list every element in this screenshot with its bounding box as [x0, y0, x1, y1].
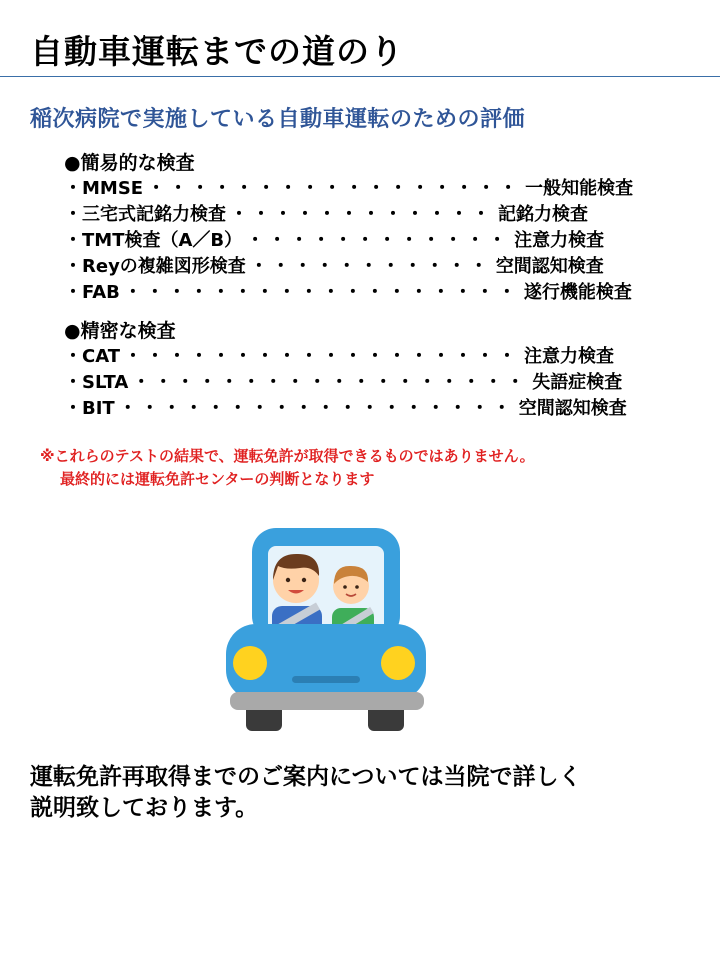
test-row [64, 176, 634, 202]
bullet: ・ [64, 398, 82, 419]
leader-dots: ・・・・・・・・・・・・・・・・・・ [124, 346, 521, 367]
bullet: ・ [64, 204, 82, 225]
leader-dots: ・・・・・・・・・・・ [249, 256, 492, 277]
test-row [64, 202, 588, 228]
simple-tests-section [64, 150, 634, 306]
bullet: ・ [64, 178, 82, 199]
bullet: ・ [64, 256, 82, 277]
left-headlight [233, 646, 267, 680]
right-headlight [381, 646, 415, 680]
test-name: FAB [82, 282, 120, 303]
test-row [64, 280, 632, 306]
leader-dots: ・・・・・・・・・・・・・・・・・・ [118, 398, 515, 419]
test-name: CAT [82, 346, 121, 367]
test-purpose: 注意力検査 [514, 230, 605, 251]
test-purpose: 一般知能検査 [525, 178, 634, 199]
notice-line-1: ※これらのテストの結果で、運転免許が取得できるものではありません。 [40, 447, 535, 465]
test-row [64, 344, 615, 370]
leader-dots: ・・・・・・・・・・・・ [230, 204, 494, 225]
simple-tests-heading: ●簡易的な検査 [64, 152, 195, 174]
test-row [64, 254, 604, 280]
test-row [64, 396, 627, 422]
grille-line [292, 676, 360, 683]
title-divider [0, 76, 720, 77]
test-purpose: 記銘力検査 [498, 204, 588, 225]
test-purpose: 空間認知検査 [495, 256, 604, 277]
subtitle: 稲次病院で実施している自動車運転のための評価 [30, 107, 526, 132]
footer-line-2: 説明致しております。 [30, 795, 259, 821]
test-name: Reyの複雑図形検査 [82, 256, 246, 277]
test-name: 三宅式記銘力検査 [82, 204, 226, 225]
test-name: MMSE [82, 178, 144, 199]
bullet: ・ [64, 372, 82, 393]
bullet: ・ [64, 346, 82, 367]
test-purpose: 失語症検査 [532, 372, 623, 393]
footer-line-1: 運転免許再取得までのご案内については当院で詳しく [30, 764, 582, 790]
leader-dots: ・・・・・・・・・・・・ [246, 230, 511, 251]
test-purpose: 空間認知検査 [518, 398, 627, 419]
detailed-tests-heading: ●精密な検査 [64, 320, 176, 342]
disclaimer-notice [40, 445, 535, 491]
detailed-tests-section [64, 318, 627, 422]
test-name: TMT検査（A／B） [82, 230, 243, 251]
test-purpose: 遂行機能検査 [523, 282, 632, 303]
page-title: 自動車運転までの道のり [30, 32, 404, 71]
test-row [64, 370, 623, 396]
leader-dots: ・・・・・・・・・・・・・・・・・ [147, 178, 522, 199]
test-name: BIT [82, 398, 115, 419]
leader-dots: ・・・・・・・・・・・・・・・・・・ [123, 282, 520, 303]
test-name: SLTA [82, 372, 129, 393]
bullet: ・ [64, 282, 82, 303]
leader-dots: ・・・・・・・・・・・・・・・・・・ [132, 372, 529, 393]
bumper [230, 692, 424, 710]
bullet: ・ [64, 230, 82, 251]
notice-line-2: 最終的には運転免許センターの判断となります [60, 470, 375, 488]
test-purpose: 注意力検査 [524, 346, 615, 367]
car-with-driver-and-child-icon [226, 520, 436, 735]
footer-message [30, 762, 582, 824]
test-row [64, 228, 605, 254]
